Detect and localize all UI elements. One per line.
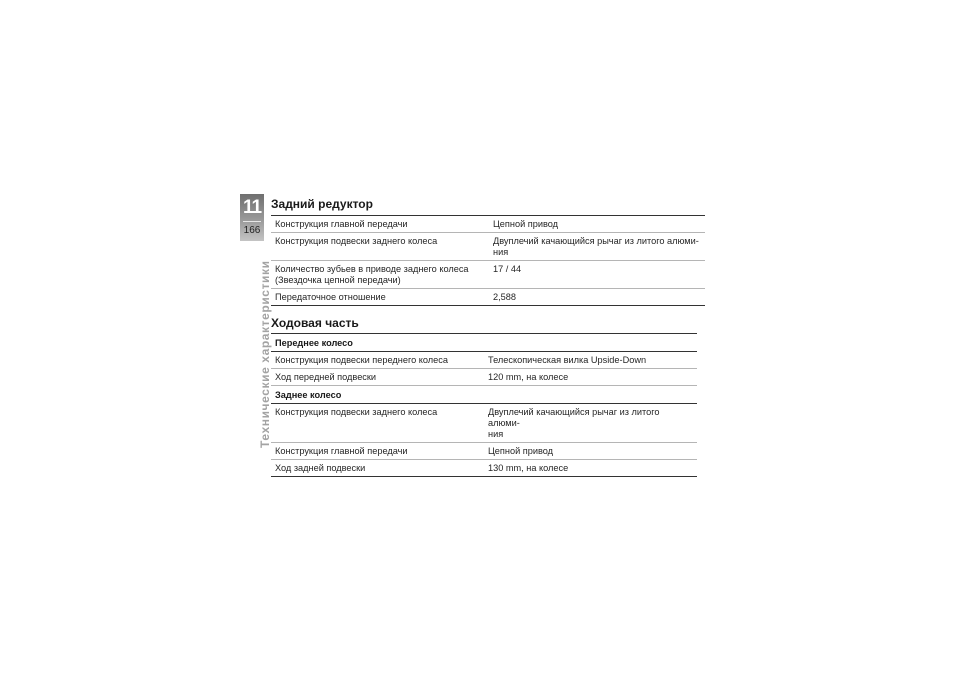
section-title-rear-drive: Задний редуктор xyxy=(271,197,373,211)
spec-value: Цепной привод xyxy=(489,216,705,233)
spec-content xyxy=(271,196,697,477)
tab-divider xyxy=(243,221,261,222)
chapter-tab xyxy=(240,194,264,241)
spec-value: 17 / 44 xyxy=(489,261,705,289)
table-row xyxy=(271,261,705,289)
spec-label: Конструкция подвески заднего колеса xyxy=(271,233,489,261)
table-row xyxy=(271,289,705,306)
spec-label: Конструкция главной передачи xyxy=(271,443,484,460)
table-row xyxy=(271,460,697,477)
subsection-title: Заднее колесо xyxy=(271,386,697,404)
spec-value: Двуплечий качающийся рычаг из литого алюми- ния xyxy=(489,233,705,261)
table-row xyxy=(271,369,697,386)
section-title-chassis: Ходовая часть xyxy=(271,316,359,330)
spec-value: Двуплечий качающийся рычаг из литого алюми- ния xyxy=(484,404,697,443)
spec-label: Передаточное отношение xyxy=(271,289,489,306)
spec-label: Ход задней подвески xyxy=(271,460,484,477)
spec-value: 2,588 xyxy=(489,289,705,306)
spec-value: Телескопическая вилка Upside-Down xyxy=(484,352,697,369)
chapter-title-vertical: Технические характеристики xyxy=(258,260,272,448)
table-row xyxy=(271,404,697,443)
table-row xyxy=(271,216,705,233)
spec-table-rear-drive xyxy=(271,215,705,306)
table-row xyxy=(271,443,697,460)
spec-label: Количество зубьев в приводе заднего колеса (Звездочка цепной передачи) xyxy=(271,261,489,289)
table-row xyxy=(271,233,705,261)
spec-value: 120 mm, на колесе xyxy=(484,369,697,386)
subsection-header-rear-wheel xyxy=(271,386,697,404)
spec-label: Конструкция главной передачи xyxy=(271,216,489,233)
spec-value: Цепной привод xyxy=(484,443,697,460)
chapter-number: 11 xyxy=(242,197,262,218)
spec-label: Ход передней подвески xyxy=(271,369,484,386)
spec-label: Конструкция подвески переднего колеса xyxy=(271,352,484,369)
subsection-header-front-wheel xyxy=(271,334,697,352)
table-row xyxy=(271,352,697,369)
page-number: 166 xyxy=(243,225,261,236)
spec-table-chassis xyxy=(271,333,697,477)
spec-value: 130 mm, на колесе xyxy=(484,460,697,477)
subsection-title: Переднее колесо xyxy=(271,334,697,352)
spec-label: Конструкция подвески заднего колеса xyxy=(271,404,484,443)
